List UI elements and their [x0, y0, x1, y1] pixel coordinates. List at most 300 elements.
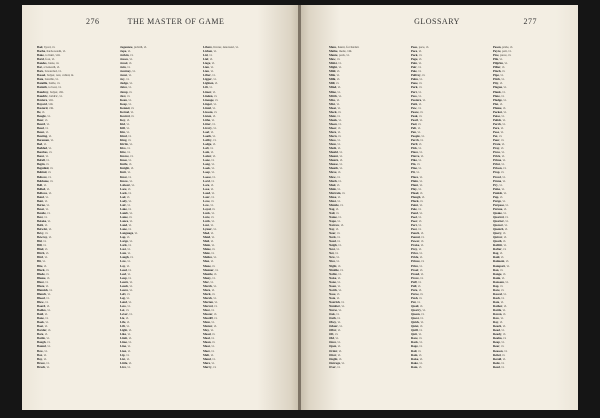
left-page	[22, 5, 299, 410]
glossary-headword: Miss	[329, 97, 336, 102]
glossary-definition: , vi.	[126, 158, 132, 163]
glossary-definition: , vi.	[337, 356, 343, 361]
glossary-headword: Pry	[493, 182, 498, 187]
glossary-headword: Loin	[203, 150, 210, 155]
glossary-definition: , vi.	[416, 214, 422, 219]
glossary-headword: Pit	[411, 170, 415, 175]
glossary-definition: , vi.	[497, 134, 503, 139]
glossary-headword: Best	[37, 214, 43, 219]
glossary-headword: Rash	[493, 295, 500, 300]
glossary-definition: , vi.	[338, 158, 344, 163]
glossary-headword: Beldame	[37, 178, 49, 183]
glossary-headword: Lineage	[203, 97, 214, 102]
glossary-definition: , vi.	[501, 178, 506, 183]
glossary-headword: Blade	[37, 271, 45, 276]
glossary-definition: , vi.	[209, 69, 214, 74]
glossary-definition: , vi.	[416, 89, 422, 94]
glossary-headword: Lien	[203, 65, 210, 70]
glossary-headword: Pierce	[411, 154, 420, 159]
glossary-headword: Jerkin	[120, 53, 129, 58]
glossary-headword: Plank	[493, 89, 501, 94]
glossary-headword: Raise	[411, 356, 419, 361]
glossary-headword: Mar	[203, 279, 209, 284]
glossary-definition: , vi.	[418, 324, 424, 329]
glossary-headword: Loyal	[203, 206, 211, 211]
glossary-definition: , vi.	[335, 364, 341, 369]
glossary-definition: , vi.	[44, 295, 50, 300]
glossary-definition: , vi.	[48, 178, 54, 183]
glossary-definition: , vi.	[500, 65, 506, 70]
glossary-headword: Push	[411, 295, 418, 300]
glossary-definition: , vi.	[336, 328, 341, 333]
glossary-definition: , vi.	[336, 178, 342, 183]
glossary-headword: Brace	[37, 360, 45, 365]
glossary-headword: Near	[329, 231, 336, 236]
glossary-definition: , vi.	[503, 214, 509, 219]
glossary-headword: Bodies	[37, 308, 46, 313]
glossary-definition: , vi.	[498, 81, 504, 86]
glossary-headword: More	[329, 129, 337, 134]
glossary-headword: Bake	[37, 53, 44, 58]
glossary-headword: Mud	[329, 182, 336, 187]
glossary-headword: Lair	[120, 202, 126, 207]
glossary-definition: , vi.	[124, 352, 130, 357]
glossary-headword: Bastard	[37, 105, 48, 110]
glossary-headword: Leash	[120, 283, 128, 288]
glossary-definition: , vi.	[210, 117, 215, 122]
glossary-headword: Becomen	[37, 138, 50, 143]
glossary-headword: Lead	[120, 267, 127, 272]
glossary-headword: Lust	[203, 223, 210, 228]
glossary-headword: North	[329, 287, 337, 292]
glossary-headword: Key	[120, 117, 126, 122]
glossary-definition: , vi.	[211, 154, 216, 159]
glossary-headword: Nice	[329, 259, 335, 264]
glossary-headword: Loud	[203, 190, 211, 195]
running-title: GLOSSARY	[414, 17, 460, 26]
glossary-definition: , vi.	[417, 287, 423, 292]
glossary-definition: , vi.	[503, 227, 509, 232]
glossary-headword: Leap	[120, 275, 127, 280]
glossary-headword: Mole	[329, 113, 336, 118]
glossary-headword: Book	[37, 320, 44, 325]
glossary-definition: , vi.	[339, 223, 344, 228]
glossary-headword: Pilgrim	[493, 61, 503, 66]
glossary-definition: , vi.	[212, 93, 218, 98]
glossary-headword: Last	[120, 247, 126, 252]
glossary-headword: Post	[411, 227, 417, 232]
glossary-definition: , vi.	[211, 101, 217, 106]
glossary-headword: Bache	[37, 49, 46, 54]
glossary-definition: , vi.	[417, 113, 423, 118]
glossary-headword: Mist	[329, 101, 336, 106]
glossary-headword: Man	[203, 259, 210, 264]
glossary-headword: Little	[120, 360, 128, 365]
glossary-headword: Pipe	[493, 73, 499, 78]
glossary-headword: Recall	[493, 356, 502, 361]
glossary-definition: , vi.	[210, 134, 216, 139]
glossary-definition: , vi.	[211, 142, 216, 147]
glossary-definition: , to hunt, viii.	[43, 53, 61, 58]
glossary-headword: Lief	[203, 57, 209, 62]
glossary-headword: Quick	[411, 320, 420, 325]
glossary-definition: , vi.	[45, 275, 51, 280]
glossary-headword: Range	[493, 271, 502, 276]
glossary-headword: Beguiled	[37, 166, 49, 171]
glossary-headword: Muzzle	[329, 202, 339, 207]
page-number: 277	[523, 17, 537, 26]
glossary-definition: , vi.	[125, 263, 130, 268]
glossary-headword: Pity	[493, 81, 499, 86]
glossary-headword: Befall	[37, 158, 45, 163]
glossary-definition: , vi.	[418, 316, 424, 321]
glossary-headword: Peace	[411, 109, 419, 114]
glossary-definition: , vi.	[125, 356, 130, 361]
glossary-definition: , vi.	[417, 352, 423, 357]
glossary-headword: Loose	[203, 174, 211, 179]
glossary-definition: , vi.	[502, 61, 508, 66]
glossary-headword: Keep	[120, 101, 127, 106]
glossary-headword: Oak	[329, 312, 335, 317]
glossary-definition: , vi.	[210, 206, 216, 211]
glossary-definition: , vi.	[47, 134, 52, 139]
glossary-definition: , baiyer, rest, called, ix.	[45, 73, 75, 78]
glossary-definition: , vi.	[42, 142, 47, 147]
glossary-headword: Kestrel	[120, 113, 130, 118]
glossary-headword: Pin	[411, 162, 416, 167]
glossary-headword: Mount	[329, 154, 338, 159]
glossary-definition: , vi.	[499, 287, 505, 292]
glossary-definition: , vi.	[43, 117, 49, 122]
glossary-definition: , vi.	[212, 324, 218, 329]
glossary-headword: Baudric	[37, 93, 48, 98]
glossary-definition: , vi.	[418, 174, 423, 179]
glossary-headword: Ran	[493, 267, 499, 272]
glossary-headword: Lay	[120, 263, 126, 268]
glossary-definition: , vi.	[125, 364, 131, 369]
glossary-headword: Leave	[120, 287, 128, 292]
glossary-definition: , vi.	[126, 332, 131, 337]
glossary-headword: Pound	[411, 235, 420, 240]
glossary-definition: , vi.	[42, 214, 48, 219]
glossary-headword: Peak	[411, 113, 418, 118]
glossary-definition: , vi.	[125, 259, 131, 264]
glossary-definition: , vi.	[335, 73, 340, 78]
glossary-headword: Lace	[120, 186, 127, 191]
glossary-headword: Quiver	[493, 235, 503, 240]
glossary-headword: Like	[120, 332, 127, 337]
glossary-headword: Behind	[37, 170, 47, 175]
glossary-definition: , vi.	[42, 352, 47, 357]
glossary-headword: Poise	[493, 113, 500, 118]
glossary-headword: Jape	[120, 49, 127, 54]
glossary-headword: Quarry	[411, 308, 421, 313]
glossary-definition: , pair, vi.	[500, 49, 512, 54]
glossary-definition: , vi.	[125, 65, 131, 70]
glossary-column	[411, 45, 489, 369]
glossary-headword: Boot	[37, 324, 44, 329]
glossary-definition: , vi.	[47, 287, 53, 292]
glossary-headword: Low	[203, 202, 209, 207]
glossary-definition: , vi.	[42, 356, 47, 361]
glossary-definition: , vi.	[126, 275, 132, 280]
glossary-definition: , vi.	[210, 73, 216, 78]
glossary-definition: , vi.	[43, 198, 48, 203]
glossary-headword: Rap	[493, 283, 499, 288]
glossary-definition: , vi.	[43, 255, 48, 260]
glossary-headword: Lighten	[203, 81, 214, 86]
glossary-definition: , vi.	[208, 146, 214, 151]
glossary-headword: King	[120, 138, 127, 143]
glossary-definition: , vi.	[44, 267, 50, 272]
glossary-headword: Pasture	[411, 97, 422, 102]
glossary-headword: Juice	[120, 85, 127, 90]
glossary-definition: , vi.	[209, 219, 215, 224]
glossary-definition: , vi.	[418, 255, 423, 260]
glossary-definition: , vi.	[42, 348, 48, 353]
glossary-headword: Paas	[411, 45, 418, 49]
glossary-headword: Lime	[120, 340, 127, 345]
glossary-headword: Blame	[37, 275, 46, 280]
glossary-definition: , vi.	[499, 340, 505, 345]
glossary-headword: Many	[203, 275, 211, 280]
glossary-definition: , vi.	[127, 61, 133, 66]
glossary-headword: Brach	[37, 364, 46, 369]
glossary-headword: Mine	[329, 89, 336, 94]
glossary-headword: Mirth	[329, 93, 337, 98]
glossary-definition: , vi.	[46, 219, 51, 224]
glossary-definition: , vi.	[336, 275, 341, 280]
glossary-headword: Leaf	[120, 271, 127, 276]
glossary-definition: , liverer, deuaveul, vi.	[211, 45, 239, 49]
glossary-headword: Rebel	[493, 352, 501, 357]
glossary-headword: Nape	[329, 219, 336, 224]
glossary-definition: , vi.	[127, 162, 133, 167]
glossary-headword: Pulse	[493, 186, 501, 191]
glossary-definition: , vi.	[501, 158, 506, 163]
glossary-headword: Pore	[493, 125, 500, 130]
glossary-headword: Loiter	[203, 154, 212, 159]
glossary-headword: Plant	[411, 182, 419, 187]
glossary-headword: Ransom	[493, 279, 504, 284]
glossary-definition: , vi.	[127, 287, 133, 292]
glossary-definition: , vi.	[47, 227, 52, 232]
glossary-headword: Pearl	[411, 117, 419, 122]
glossary-headword: Moss	[329, 138, 336, 143]
glossary-definition: , vi.	[46, 170, 52, 175]
glossary-definition: , vi.	[503, 202, 509, 207]
glossary-headword: Bead	[37, 125, 44, 130]
glossary-definition: , vi.	[418, 267, 424, 272]
glossary-definition: , vi.	[419, 154, 424, 159]
glossary-headword: Kill	[120, 125, 125, 130]
glossary-headword: Beast	[37, 129, 45, 134]
glossary-definition: , vi.	[335, 295, 340, 300]
glossary-definition: , vi.	[499, 113, 505, 118]
glossary-headword: Lever	[120, 312, 128, 317]
glossary-definition: , vi.	[335, 97, 340, 102]
glossary-headword: Over	[329, 364, 336, 369]
glossary-headword: Prove	[411, 275, 419, 280]
glossary-headword: Nay	[329, 227, 335, 232]
glossary-headword: Bone	[37, 316, 44, 321]
glossary-definition: , battle, vi.	[47, 81, 61, 86]
glossary-definition: , vi.	[501, 247, 507, 252]
glossary-headword: Litter	[203, 121, 211, 126]
glossary-headword: Plume	[493, 105, 502, 110]
glossary-definition: , vi.	[43, 324, 48, 329]
glossary-headword: Life	[120, 320, 126, 325]
glossary-definition: , vi.	[45, 308, 51, 313]
glossary-definition: , vi.	[43, 247, 49, 252]
glossary-headword: Linden	[203, 93, 213, 98]
glossary-definition: , vi.	[500, 186, 505, 191]
glossary-headword: Mast	[203, 308, 210, 313]
glossary-definition: , vi.	[501, 356, 506, 361]
glossary-headword: Pick	[411, 146, 417, 151]
glossary-headword: Mock	[329, 109, 337, 114]
glossary-headword: Quill	[411, 328, 418, 333]
glossary-definition: , vi.	[41, 239, 47, 244]
glossary-headword: Rear	[493, 344, 500, 349]
glossary-definition: , vi.	[126, 198, 132, 203]
glossary-definition: , vi.	[210, 235, 215, 240]
glossary-headword: Ought	[329, 356, 338, 361]
glossary-headword: Beth	[37, 223, 44, 228]
glossary-headword: Lake	[120, 206, 127, 211]
glossary-definition: , vi.	[213, 81, 219, 86]
glossary-headword: Meal	[203, 336, 210, 341]
glossary-headword: Meute	[329, 53, 338, 58]
glossary-headword: Laugh	[120, 255, 129, 260]
glossary-headword: Pinch	[493, 69, 501, 74]
glossary-definition: , vi.	[417, 61, 422, 66]
glossary-definition: , vi.	[336, 93, 342, 98]
glossary-headword: Offer	[329, 328, 337, 333]
glossary-headword: Lane	[120, 227, 127, 232]
glossary-definition: , vi.	[210, 287, 215, 292]
glossary-definition: , vi.	[418, 190, 424, 195]
glossary-definition: , vi.	[43, 320, 49, 325]
glossary-definition: , vi.	[212, 312, 218, 317]
glossary-definition: , vi.	[126, 174, 132, 179]
glossary-headword: Lobby	[203, 138, 212, 143]
glossary-definition: , vi.	[210, 121, 216, 126]
glossary-definition: , to beat, vi.	[46, 85, 62, 90]
glossary-headword: Lie	[120, 316, 125, 321]
glossary-definition: , a beneath, vi.	[41, 65, 61, 70]
glossary-headword: Prince	[411, 259, 420, 264]
glossary-definition: , vi.	[497, 57, 503, 62]
glossary-headword: Rag	[493, 251, 499, 256]
glossary-definition: , vi.	[501, 312, 507, 317]
glossary-headword: List	[120, 356, 126, 361]
glossary-definition: , vi.	[211, 138, 217, 143]
glossary-headword: Mantle	[203, 271, 213, 276]
glossary-definition: , vi.	[127, 223, 132, 228]
glossary-headword: Bough	[37, 340, 46, 345]
glossary-definition: , viii.	[46, 101, 54, 106]
glossary-headword: Purse	[411, 291, 419, 296]
glossary-headword: Midst	[329, 61, 337, 66]
glossary-definition: , vi.	[417, 263, 423, 268]
glossary-headword: Rain	[411, 352, 418, 357]
glossary-headword: Lose	[203, 186, 210, 191]
glossary-headword: Prate	[493, 142, 501, 147]
glossary-definition: , vi.	[335, 138, 341, 143]
glossary-headword: Peril	[411, 142, 418, 147]
glossary-headword: Much	[329, 178, 337, 183]
glossary-definition: , pace, vi.	[417, 45, 430, 49]
glossary-headword: Prime	[493, 158, 502, 163]
glossary-definition: , viii.	[47, 105, 54, 110]
glossary-definition: , vi.	[334, 247, 340, 252]
glossary-definition: , vi.	[418, 202, 423, 207]
glossary-headword: Lure	[203, 214, 210, 219]
glossary-definition: , vi.	[501, 271, 507, 276]
glossary-definition: , vi.	[209, 166, 215, 171]
glossary-headword: Pocket	[493, 109, 502, 114]
glossary-definition: , vi.	[335, 142, 341, 147]
glossary-definition: , vi.	[498, 283, 504, 288]
glossary-definition: , vi.	[126, 49, 131, 54]
glossary-headword: Pine	[411, 166, 417, 171]
glossary-headword: Language	[120, 231, 134, 236]
glossary-definition: , vi.	[416, 166, 422, 171]
glossary-headword: Pane	[411, 81, 418, 86]
glossary-definition: , vi.	[336, 61, 342, 66]
glossary-definition: , vi.	[209, 198, 215, 203]
glossary-headword: Bed	[37, 142, 43, 147]
glossary-definition: , vi.	[45, 113, 51, 118]
glossary-definition: , vi.	[43, 279, 49, 284]
glossary-headword: Bars	[37, 69, 44, 74]
glossary-definition: , vi.	[211, 283, 217, 288]
glossary-definition: , vi.	[125, 125, 130, 130]
right-page	[301, 5, 578, 410]
glossary-headword: Kin	[120, 129, 125, 134]
glossary-headword: Name	[329, 214, 337, 219]
glossary-definition: , vi.	[211, 125, 217, 130]
glossary-definition: , vi.	[500, 150, 505, 155]
glossary-definition: , vi.	[335, 198, 341, 203]
glossary-definition: , vi.	[419, 134, 425, 139]
glossary-headword: Reach	[493, 324, 502, 329]
glossary-definition: , vi.	[416, 65, 422, 70]
glossary-headword: Methe	[329, 49, 338, 54]
glossary-definition: , vi.	[42, 263, 48, 268]
glossary-headword: Reason	[493, 348, 503, 353]
glossary-definition: , vi.	[500, 89, 506, 94]
glossary-definition: , vi.	[420, 308, 426, 313]
glossary-definition: , vi.	[126, 271, 131, 276]
glossary-definition: , vi.	[498, 320, 504, 325]
glossary-headword: Jewel	[120, 61, 128, 66]
glossary-headword: Peyre	[493, 49, 501, 54]
glossary-definition: , vi.	[417, 210, 423, 215]
glossary-definition: , vi.	[45, 186, 50, 191]
glossary-headword: Beeches	[37, 150, 48, 155]
glossary-headword: Palm	[411, 77, 418, 82]
glossary-definition: , vi.	[419, 243, 424, 248]
glossary-definition: , vi.	[499, 77, 505, 82]
glossary-headword: Raven	[493, 312, 502, 317]
glossary-definition: , vi.	[417, 77, 423, 82]
glossary-definition: , vi.	[127, 142, 133, 147]
glossary-definition: , vi.	[209, 162, 215, 167]
glossary-headword: Love	[203, 198, 210, 203]
glossary-headword: Lame	[120, 214, 128, 219]
